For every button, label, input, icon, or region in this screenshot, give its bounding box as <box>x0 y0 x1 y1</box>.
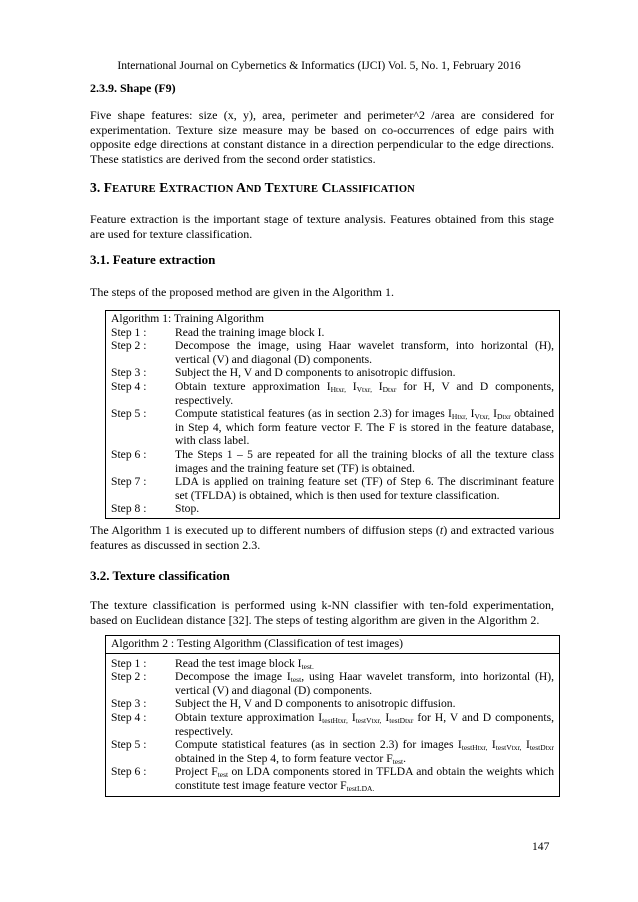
algorithm-2-step: Step 5 : Compute statistical features (as in section 2.3) for images $I_{testHtxr,}$ $I_{testVtxr,}$ $I_{testDtxr}$ obtained in the Step 4, to form feature vector $F_{test}$. <box>111 738 555 766</box>
algorithm-1-step: Step 1 : Read the training image block I. <box>111 325 325 339</box>
algorithm-1-title: Algorithm 1: Training Algorithm <box>111 312 264 325</box>
algorithm-2-title: Algorithm 2 : Testing Algorithm (Classification of test images) <box>106 636 559 654</box>
subsection-heading-2-3-9: 2.3.9. Shape (F9) <box>90 81 176 95</box>
page-number: 147 <box>532 840 550 853</box>
step-text-with-subscripts: Compute statistical features (as in section 2.3) for images $I_{Htxr,}$ $I_{Vtxr,}$ $I_{Dtxr}$ obtained in Step 4, which form feature vector F. The F is stored in the feature database, with class label. <box>175 407 554 448</box>
step-text-with-subscripts: Compute statistical features (as in section 2.3) for images $I_{testHtxr,}$ $I_{testVtxr,}$ $I_{testDtxr}$ obtained in the Step 4, to form feature vector $F_{test}$. <box>175 738 555 766</box>
subsection-heading-3-1: 3.1. Feature extraction <box>90 252 216 267</box>
algorithm-1-step: Step 8 : Stop. <box>111 502 200 516</box>
algorithm-2-step: Step 2 : Decompose the image $I_{test}$, using Haar wavelet transform, into horizontal (H), vertical (V) and diagonal (D) components. <box>111 670 555 697</box>
running-head: International Journal on Cybernetics & Informatics (IJCI) Vol. 5, No. 1, February 2016 <box>117 59 521 72</box>
step-text-with-subscripts: Decompose the image $I_{test}$, using Haar wavelet transform, into horizontal (H), vertical (V) and diagonal (D) components. <box>175 670 555 697</box>
algorithm-2-step: Step 1 : Read the test image block $I_{test.}$ <box>106 657 559 671</box>
algorithm-2-step: Step 4 : Obtain texture approximation $I_{testHtxr,}$ $I_{testVtxr,}$ $I_{testDtxr}$ for H, V and D components, respectively. <box>111 710 554 738</box>
step-text-with-subscripts: Project $F_{test}$ on LDA components stored in TFLDA and obtain the weights which constitute test image feature vector $F_{testLDA.}$ <box>175 765 554 793</box>
section-3-1-paragraph: The steps of the proposed method are given in the Algorithm 1. <box>90 285 394 299</box>
section-3-paragraph: Feature extraction is the important stage of texture analysis. Features obtained from this stage are used for texture classification. <box>90 212 554 241</box>
algorithm-1-step: Step 4 : Obtain texture approximation $I_{Htxr,}$ $I_{Vtxr,}$ $I_{Dtxr}$ for H, V and D components, respectively. <box>111 379 554 407</box>
step-text-with-subscripts: Read the test image block $I_{test.}$ <box>175 656 314 671</box>
algorithm-2-step: Step 6 : Project $F_{test}$ on LDA components stored in TFLDA and obtain the weights which constitute test image feature vector $F_{testLDA.}$ <box>111 765 554 793</box>
algorithm-1-followup: The Algorithm 1 is executed up to different numbers of diffusion steps (t) and extracted various features as discussed in section 2.3. <box>90 523 554 552</box>
shape-paragraph: Five shape features: size (x, y), area, perimeter and perimeter^2 /area are considered for experimentation. Texture size measure may be based on co-occurrences of edge pairs with opposite edge directions at constant distance in a direction perpendicular to the edge directions. These statistics are derived from the second order statistics. <box>90 108 554 166</box>
algorithm-1-box <box>105 310 560 519</box>
section-heading-3: 3. FEATURE EXTRACTION AND TEXTURE CLASSIFICATION <box>90 180 415 195</box>
step-text-with-subscripts: Obtain texture approximation $I_{Htxr,}$ $I_{Vtxr,}$ $I_{Dtxr}$ for H, V and D components, respectively. <box>175 379 554 407</box>
algorithm-1-step: Step 5 : Compute statistical features (as in section 2.3) for images $I_{Htxr,}$ $I_{Vtxr,}$ $I_{Dtxr}$ obtained in Step 4, which form feature vector F. The F is stored in the feature database, with class label. <box>111 407 554 448</box>
algorithm-2-box <box>105 635 560 797</box>
algorithm-1-step: Step 2 : Decompose the image, using Haar wavelet transform, into horizontal (H), vertical (V) and diagonal (D) components. <box>111 339 554 366</box>
step-text-with-subscripts: Obtain texture approximation $I_{testHtxr,}$ $I_{testVtxr,}$ $I_{testDtxr}$ for H, V and D components, respectively. <box>175 710 554 738</box>
algorithm-1-step: Step 3 : Subject the H, V and D components to anisotropic diffusion. <box>111 366 456 380</box>
algorithm-1-step: Step 7 : LDA is applied on training feature set (TF) of Step 6. The discriminant feature set (TFLDA) is obtained, which is then used for texture classification. <box>111 475 554 502</box>
section-3-2-paragraph: The texture classification is performed using k-NN classifier with ten-fold experimentation, based on Euclidean distance [32]. The steps of testing algorithm are given in the Algorithm 2. <box>90 598 554 627</box>
subsection-heading-3-2: 3.2. Texture classification <box>90 568 230 583</box>
algorithm-1-step: Step 6 : The Steps 1 – 5 are repeated for all the training blocks of all the texture class images and the training feature set (TF) is obtained. <box>111 447 554 475</box>
algorithm-2-step: Step 3 : Subject the H, V and D components to anisotropic diffusion. <box>111 697 456 711</box>
